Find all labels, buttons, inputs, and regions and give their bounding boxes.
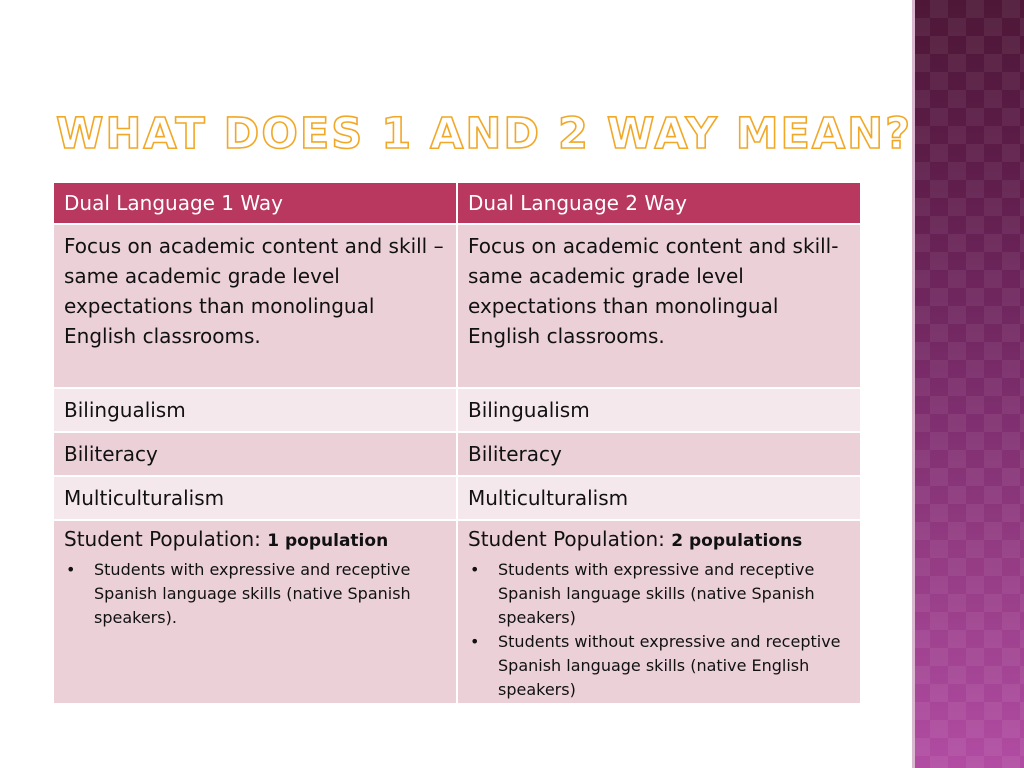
population-heading bbox=[64, 526, 446, 554]
table-row-population bbox=[53, 520, 861, 704]
cell-multiculturalism-1-way: Multiculturalism bbox=[53, 476, 457, 520]
decorative-side-band bbox=[912, 0, 1024, 768]
table-header-row bbox=[53, 182, 861, 224]
list-item: • Students without expressive and receptive Spanish language skills (native English speakers) bbox=[468, 630, 850, 702]
slide-title: WHAT DOES 1 AND 2 WAY MEAN? bbox=[56, 109, 913, 159]
table-row-bilingualism bbox=[53, 388, 861, 432]
side-band-edge bbox=[912, 0, 915, 768]
population-label: Student Population: bbox=[64, 527, 261, 551]
table-row-focus bbox=[53, 224, 861, 388]
population-count: 1 population bbox=[267, 531, 389, 551]
table-row-multiculturalism bbox=[53, 476, 861, 520]
population-label: Student Population: bbox=[468, 527, 665, 551]
cell-bilingualism-1-way: Bilingualism bbox=[53, 388, 457, 432]
cell-focus-1-way: Focus on academic content and skill – same academic grade level expectations than monolingual English classrooms. bbox=[53, 224, 457, 388]
cell-population-1-way bbox=[53, 520, 457, 704]
cell-focus-2-way: Focus on academic content and skill-same academic grade level expectations than monolingual English classrooms. bbox=[457, 224, 861, 388]
comparison-table bbox=[52, 181, 862, 705]
population-bullets bbox=[468, 558, 850, 702]
cell-biliteracy-1-way: Biliteracy bbox=[53, 432, 457, 476]
header-1-way: Dual Language 1 Way bbox=[53, 182, 457, 224]
cell-population-2-way bbox=[457, 520, 861, 704]
list-item: • Students with expressive and receptive Spanish language skills (native Spanish speakers) bbox=[468, 558, 850, 630]
cell-biliteracy-2-way: Biliteracy bbox=[457, 432, 861, 476]
population-bullets bbox=[64, 558, 446, 630]
population-heading bbox=[468, 526, 850, 554]
list-item: • Students with expressive and receptive Spanish language skills (native Spanish speakers). bbox=[64, 558, 446, 630]
population-count: 2 populations bbox=[671, 531, 803, 551]
header-2-way: Dual Language 2 Way bbox=[457, 182, 861, 224]
table-row-biliteracy bbox=[53, 432, 861, 476]
cell-multiculturalism-2-way: Multiculturalism bbox=[457, 476, 861, 520]
cell-bilingualism-2-way: Bilingualism bbox=[457, 388, 861, 432]
